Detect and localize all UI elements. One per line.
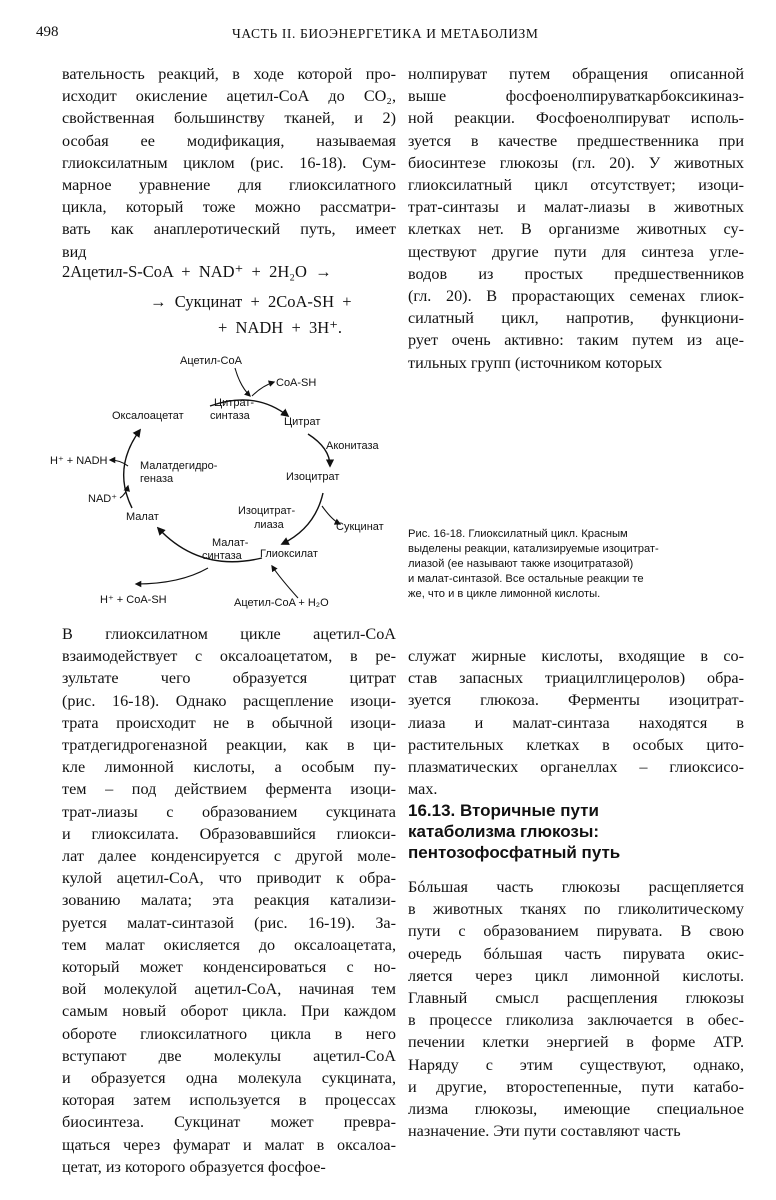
caption-line: Рис. 16-18. Глиоксилатный цикл. Красным xyxy=(408,528,628,540)
text-line: клетках нет. В организме животных су- xyxy=(408,220,744,239)
text-line: вой молекулой ацетил-СоА, начиная тем xyxy=(62,980,396,999)
label-isocitrate-lyase-2: лиаза xyxy=(254,519,284,531)
text-line: очередь бóльшая часть пирувата окис- xyxy=(408,944,744,963)
text-line: зуется глюкоза. Ферменты изоцитрат- xyxy=(408,691,744,710)
section-heading xyxy=(408,800,748,863)
text-line: зованию малата; эта реакция катализи- xyxy=(62,891,396,910)
arrow-coa-sh-out xyxy=(252,382,274,396)
text-line: плазматических органеллах – глиоксисо- xyxy=(408,758,744,777)
text-line: ществуют другие пути для синтеза угле- xyxy=(408,242,744,261)
text-line: лат далее конденсируется с другой моле- xyxy=(62,847,396,866)
equation-line-2: → Сукцинат + 2CoA-SH + xyxy=(150,292,352,311)
text-line: биосинтеза. Сукцинат может превра- xyxy=(62,1113,396,1132)
label-coa-sh-top: CoA-SH xyxy=(276,377,317,389)
arrow-acetylcoa-h2o-in xyxy=(272,566,298,598)
text-line: тильных групп (источником которых xyxy=(408,353,663,372)
text-line: мах. xyxy=(408,780,438,799)
label-oxaloacetate: Оксалоацетат xyxy=(112,410,184,422)
label-h-nadh: H⁺ + NADH xyxy=(50,455,108,467)
text-line: кле лимонной кислоты, а особым пу- xyxy=(62,758,396,777)
right-column-bottom-2 xyxy=(408,876,744,1142)
text-line: вательность реакций, в ходе которой про- xyxy=(62,65,396,83)
text-line: цикла, который тоже можно рассматри- xyxy=(62,198,396,217)
text-line: нолпируват путем обращения описанной xyxy=(408,65,744,83)
label-malate-dh-1: Малатдегидро- xyxy=(140,460,218,472)
text-line: тем – под действием фермента изоци- xyxy=(62,780,396,799)
arc-isocitrate-glyoxylate xyxy=(282,493,323,544)
caption-line: же, что и в цикле лимонной кислоты. xyxy=(408,588,601,600)
label-acetyl-coa-top: Ацетил-CoA xyxy=(180,355,242,367)
label-succinate: Сукцинат xyxy=(336,521,384,533)
text-line: кулой ацетил-СоА, что приводит к обра- xyxy=(62,869,396,888)
text-line: взаимодействует с оксалоацетатом, в ре- xyxy=(62,647,396,666)
text-line: зультате чего образуется цитрат xyxy=(62,669,396,688)
text-line: пути с образованием пирувата. В свою xyxy=(408,922,744,941)
text-line: лизма глюкозы, имеющие специальное xyxy=(408,1100,744,1119)
text-line: обороте глиоксилатного цикла в него xyxy=(62,1024,396,1043)
text-line: биосинтезе глюкозы (гл. 20). У животных xyxy=(408,153,744,172)
left-column-bottom xyxy=(62,623,396,1178)
glyoxylate-cycle-diagram xyxy=(40,348,410,618)
text-line: цетат, из которого образуется фосфое- xyxy=(62,1157,326,1176)
text-line: В глиоксилатном цикле ацетил-СоА xyxy=(62,625,396,643)
text-line: лиаза и малат-синтаза находятся в xyxy=(408,713,744,732)
arc-malate-oxaloacetate xyxy=(124,430,140,508)
text-line: и глиоксилата. Образовавшийся глиокси- xyxy=(62,824,396,843)
text-line: исходит окисление ацетил-СоА до CO₂, xyxy=(62,87,396,106)
heading-line: пентозофосфатный путь xyxy=(408,843,621,862)
text-line: трат-лиазы с образованием сукцината xyxy=(62,802,396,821)
text-line: (гл. 20). В прорастающих семенах глиок- xyxy=(408,287,744,306)
caption-line: выделены реакции, катализируемые изоцитрат- xyxy=(408,543,659,555)
label-malate-synthase-2: синтаза xyxy=(202,550,242,562)
text-line: зуется в качестве предшественника при xyxy=(408,131,744,150)
arrow-h-coa-out xyxy=(136,568,208,584)
text-line: Главный смысл расщепления глюкозы xyxy=(408,989,744,1008)
page-number: 498 xyxy=(36,24,59,40)
figure-caption xyxy=(408,527,744,602)
text-line: вать как анаплеротический путь, имеет xyxy=(62,220,396,239)
text-line: Бóльшая часть глюкозы расщепляется xyxy=(408,878,744,896)
label-acetyl-coa-h2o: Ацетил-CoA + H₂O xyxy=(234,597,329,609)
text-line: тем малат окисляется до оксалоацетата, xyxy=(62,935,396,954)
right-column-bottom xyxy=(408,645,744,800)
text-line: выше фосфоенолпируваткарбоксикиназ- xyxy=(408,87,744,106)
text-line: став запасных триацилглицеролов) обра- xyxy=(408,669,744,688)
label-aconitase: Аконитаза xyxy=(326,440,379,452)
equation-line-1: 2Ацетил-S-CoA + NAD⁺ + 2H₂O → xyxy=(62,262,332,281)
label-h-coa-bottom: H⁺ + CoA-SH xyxy=(100,594,167,606)
caption-line: лиазой (ее называют также изоцитратазой) xyxy=(408,558,634,570)
text-line: ляется через цикл лимонной кислоты. xyxy=(408,966,744,985)
text-line: и другие, второстепенные, пути катабо- xyxy=(408,1077,744,1096)
text-line: силатный цикл, напротив, функциони- xyxy=(408,309,744,328)
text-line: щаться через фумарат и малат в оксалоа- xyxy=(62,1135,396,1154)
label-malate-synthase-1: Малат- xyxy=(212,537,249,549)
arrow-acetyl-coa-in xyxy=(235,368,250,396)
equation-line-3: + NADH + 3H⁺. xyxy=(218,318,343,337)
text-line: (рис. 16-18). Однако расщепление изоци- xyxy=(62,691,396,710)
running-title: ЧАСТЬ II. БИОЭНЕРГЕТИКА И МЕТАБОЛИЗМ xyxy=(232,26,539,41)
text-line: руется малат-синтазой (рис. 16-19). За- xyxy=(62,913,396,932)
text-line: самым новый оборот цикла. При каждом xyxy=(62,1002,396,1021)
text-line: служат жирные кислоты, входящие в со- xyxy=(408,647,744,665)
heading-line: катаболизма глюкозы: xyxy=(408,822,600,841)
text-line: в процессе гликолиза заключается в обес- xyxy=(408,1011,744,1030)
label-isocitrate-lyase-1: Изоцитрат- xyxy=(238,505,296,517)
text-line: особая ее модификация, называемая xyxy=(62,131,396,150)
right-column-top xyxy=(408,63,744,374)
label-citrate: Цитрат xyxy=(284,416,321,428)
label-malate-dh-2: геназа xyxy=(140,473,174,485)
heading-line: 16.13. Вторичные пути xyxy=(408,801,599,820)
label-citrate-synthase-2: синтаза xyxy=(210,410,250,422)
text-line: ной реакции. Фосфоенолпируват исполь- xyxy=(408,109,744,128)
label-malate: Малат xyxy=(126,511,159,523)
text-line: вид xyxy=(62,242,87,261)
label-isocitrate: Изоцитрат xyxy=(286,471,340,483)
label-glyoxylate: Глиоксилат xyxy=(260,548,318,560)
text-line: печении клетки энергией в форме ATP. xyxy=(408,1033,744,1052)
text-line: трат-синтазы и малат-лиазы в животных xyxy=(408,198,744,217)
text-line: глиоксилатный цикл отсутствует; изоци- xyxy=(408,176,744,195)
text-line: трата происходит не в обычной изоци- xyxy=(62,713,396,732)
text-line: вступают две молекулы ацетил-СоА xyxy=(62,1046,396,1065)
label-citrate-synthase-1: Цитрат- xyxy=(214,397,255,409)
text-line: Наряду с этим существуют, однако, xyxy=(408,1055,744,1074)
left-column-top xyxy=(62,63,396,263)
text-line: которая затем используется в процессах xyxy=(62,1091,396,1110)
text-line: растительных клетках в особых цито- xyxy=(408,735,744,754)
text-line: назначение. Эти пути составляют часть xyxy=(408,1122,681,1141)
text-line: и образуется одна молекула сукцината, xyxy=(62,1069,396,1088)
text-line: который может конденсироваться с но- xyxy=(62,958,396,977)
text-line: рует очень активно: таким путем из аце- xyxy=(408,331,744,350)
label-nad: NAD⁺ xyxy=(88,493,118,505)
text-line: глиоксилатным циклом (рис. 16-18). Сум- xyxy=(62,153,396,172)
text-line: тратдегидрогеназной реакции, как в ци- xyxy=(62,736,396,755)
text-line: свойственная большинству тканей, и 2) xyxy=(62,109,396,128)
caption-line: и малат-синтазой. Все остальные реакции те xyxy=(408,573,644,585)
text-line: водов из простых предшественников xyxy=(408,264,744,283)
text-line: марное уравнение для глиоксилатного xyxy=(62,176,396,195)
text-line: в животных тканях по гликолитическому xyxy=(408,900,744,919)
